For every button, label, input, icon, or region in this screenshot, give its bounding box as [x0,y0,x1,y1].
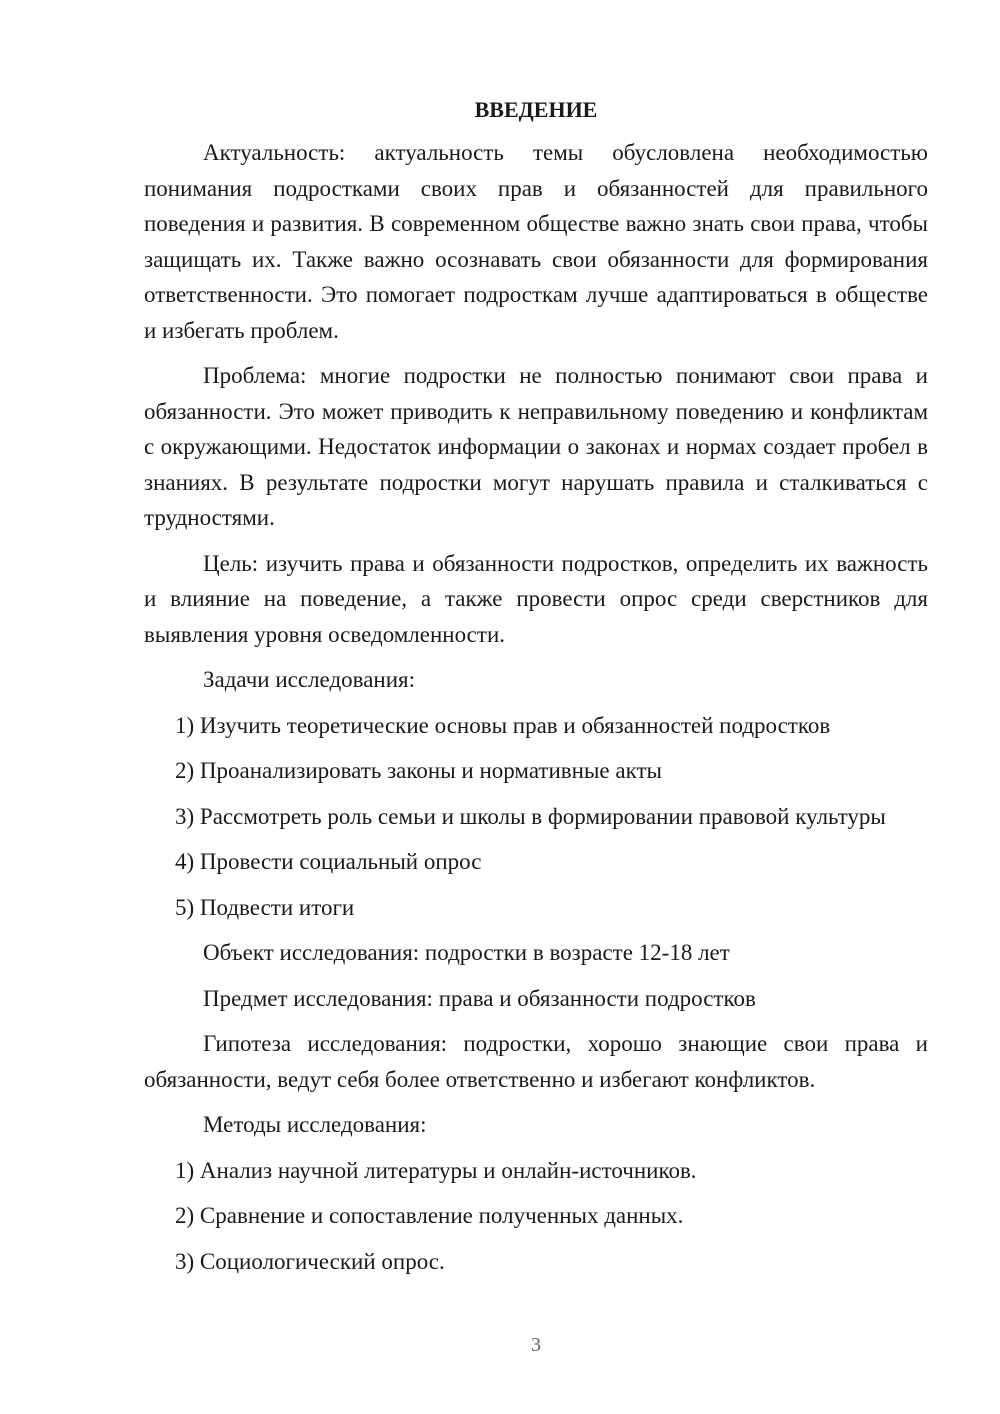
method-item: 1) Анализ научной литературы и онлайн-источников. [175,1157,697,1183]
tasks-heading: Задачи исследования: [203,667,416,692]
object-paragraph: Объект исследования: подростки в возрасте 12-18 лет [203,940,730,965]
page-content [144,92,928,1289]
task-item: 5) Подвести итоги [175,894,355,920]
problem-paragraph: Проблема: многие подростки не полностью понимают свои права и обязанности. Это может приводить к неправильному поведению и конфликтам с окружающими. Недостаток информации о законах и нормах создает пробел в знаниях. В результате подростки могут нарушать правила и сталкиваться с трудностями. [144,363,928,530]
method-item: 2) Сравнение и сопоставление полученных данных. [175,1203,684,1228]
page-number: 3 [531,1334,541,1356]
section-heading: ВВЕДЕНИЕ [474,97,598,122]
relevance-paragraph: Актуальность: актуальность темы обусловлена необходимостью понимания подростками своих прав и обязанностей для правильного поведения и развития. В современном обществе важно знать свои права, чтобы защищать их. Также важно осознавать свои обязанности для формирования ответственности. Это помогает подросткам лучше адаптироваться в обществе и избегать проблем. [144,140,928,343]
task-item: 2) Проанализировать законы и нормативные акты [175,758,662,783]
hypothesis-paragraph: Гипотеза исследования: подростки, хорошо знающие свои права и обязанности, ведут себя более ответственно и избегают конфликтов. [144,1031,928,1092]
task-item: 4) Провести социальный опрос [175,849,482,874]
methods-heading: Методы исследования: [203,1112,427,1137]
goal-paragraph: Цель: изучить права и обязанности подростков, определить их важность и влияние на поведение, а также провести опрос среди сверстников для выявления уровня осведомленности. [144,550,928,647]
subject-paragraph: Предмет исследования: права и обязанности подростков [203,985,756,1011]
task-item: 1) Изучить теоретические основы прав и обязанностей подростков [175,712,831,738]
method-item: 3) Социологический опрос. [175,1248,445,1274]
task-item: 3) Рассмотреть роль семьи и школы в формировании правовой культуры [175,803,886,829]
